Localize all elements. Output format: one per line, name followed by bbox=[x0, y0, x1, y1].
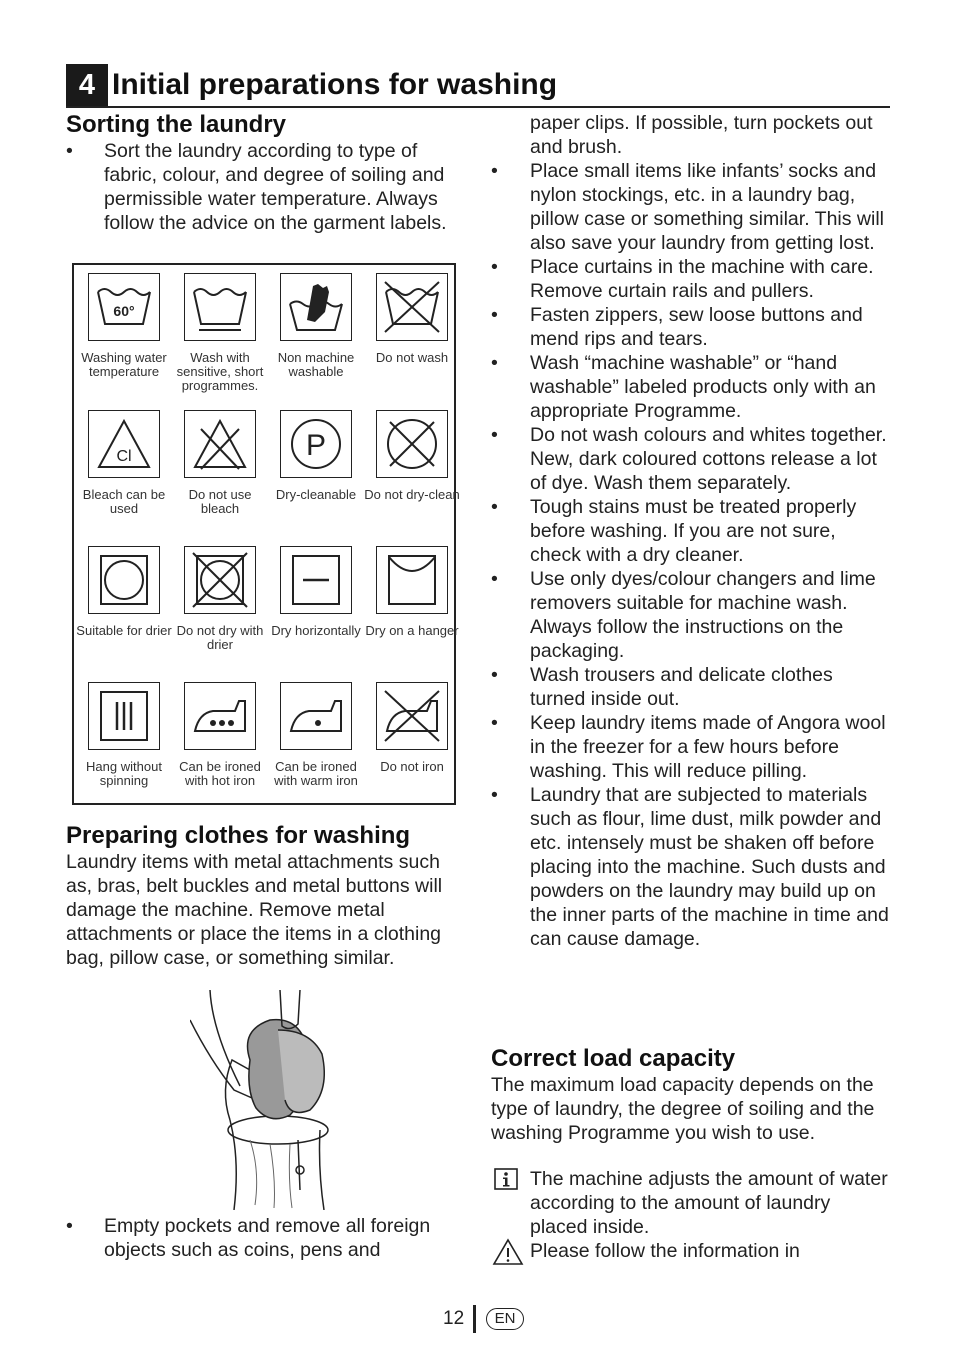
right-bullet-list bbox=[491, 111, 891, 951]
bleach-text: Cl bbox=[116, 448, 132, 465]
load-heading: Correct load capacity bbox=[491, 1045, 736, 1072]
list-item: paper clips. If possible, turn pockets out and brush. bbox=[530, 112, 873, 158]
dry-flat-icon bbox=[285, 551, 347, 609]
symbol-wash-gentle bbox=[172, 273, 268, 393]
no-iron-icon bbox=[381, 687, 443, 745]
symbol-no-tumble-dry bbox=[172, 546, 268, 652]
list-item: • Keep laundry items made of Angora wool in the freezer for a few hours before washing. This will reduce pilling. bbox=[491, 711, 891, 783]
symbol-drip-dry bbox=[76, 682, 172, 788]
list-item: • Fasten zippers, sew loose buttons and mend rips and tears. bbox=[491, 303, 891, 351]
care-symbols-table bbox=[72, 263, 460, 805]
symbol-no-iron bbox=[364, 682, 460, 774]
symbol-washing-temperature bbox=[76, 273, 172, 379]
symbol-label: Suitable for drier bbox=[76, 623, 172, 638]
symbol-no-bleach bbox=[172, 410, 268, 516]
no-tumble-dry-icon bbox=[189, 551, 251, 609]
symbol-label: Can be ironed with hot iron bbox=[179, 759, 261, 788]
iron-hot-icon bbox=[189, 687, 251, 745]
no-bleach-icon bbox=[189, 415, 251, 473]
symbol-label: Dry-cleanable bbox=[275, 487, 357, 502]
no-dry-clean-icon bbox=[381, 415, 443, 473]
symbol-label: Dry horizontally bbox=[271, 623, 361, 638]
page-footer bbox=[0, 1305, 954, 1333]
symbol-iron-hot bbox=[172, 682, 268, 788]
footer-divider bbox=[473, 1305, 476, 1333]
symbol-label: Bleach can be used bbox=[82, 487, 166, 516]
preparing-heading: Preparing clothes for washing bbox=[66, 822, 411, 849]
preparing-list bbox=[66, 1214, 466, 1262]
laundry-bag-illustration bbox=[190, 990, 340, 1210]
symbol-label: Washing water temperature bbox=[81, 350, 167, 379]
list-item: • Place small items like infants’ socks and nylon stockings, etc. in a laundry bag, pillow case or something similar. This will also save your laundry from getting lost. bbox=[491, 159, 891, 255]
wash-temp-text: 60° bbox=[113, 303, 135, 319]
dryclean-text: P bbox=[305, 429, 327, 462]
chapter-title: Initial preparations for washing bbox=[112, 68, 558, 101]
bleach-ci-icon bbox=[93, 415, 155, 473]
language-badge: EN bbox=[486, 1308, 524, 1330]
symbol-label: Do not dry with drier bbox=[176, 623, 264, 652]
preparing-text: Laundry items with metal attachments such as, bras, belt buckles and metal buttons will damage the machine. Remove metal attachments or place the items in a clothing bag, pillow case, or something similar. bbox=[66, 851, 443, 969]
list-item: • Place curtains in the machine with care. Remove curtain rails and pullers. bbox=[491, 255, 891, 303]
info-note: The machine adjusts the amount of water according to the amount of laundry placed inside. bbox=[530, 1168, 888, 1238]
symbol-label: Dry on a hanger bbox=[365, 623, 459, 638]
list-item: • Do not wash colours and whites together. New, dark coloured cottons release a lot of dye. Wash them separately. bbox=[491, 423, 891, 495]
chapter-number: 4 bbox=[66, 64, 108, 106]
sorting-list bbox=[66, 139, 456, 235]
symbol-bleach bbox=[76, 410, 172, 516]
symbol-label: Do not wash bbox=[375, 350, 449, 365]
sorting-heading: Sorting the laundry bbox=[66, 111, 287, 138]
chapter-header bbox=[66, 64, 890, 108]
symbol-tumble-dry bbox=[76, 546, 172, 638]
symbol-label: Wash with sensitive, short programmes. bbox=[176, 350, 264, 393]
list-item: • Use only dyes/colour changers and lime removers suitable for machine wash. Always follow the instructions on the packaging. bbox=[491, 567, 891, 663]
symbol-no-dry-clean bbox=[364, 410, 460, 502]
line-dry-icon bbox=[381, 551, 443, 609]
symbol-dry-clean bbox=[268, 410, 364, 502]
drip-dry-icon bbox=[93, 687, 155, 745]
info-icon bbox=[494, 1168, 518, 1190]
dry-clean-p-icon bbox=[285, 415, 347, 473]
tumble-dry-icon bbox=[93, 551, 155, 609]
page-number: 12 bbox=[443, 1308, 465, 1329]
symbol-do-not-wash bbox=[364, 273, 460, 365]
load-text: The maximum load capacity depends on the type of laundry, the degree of soiling and the washing Programme you wish to use. bbox=[491, 1074, 875, 1144]
list-item: • Wash “machine washable” or “hand washable” labeled products only with an appropriate Programme. bbox=[491, 351, 891, 423]
preparing-bullet: • Empty pockets and remove all foreign objects such as coins, pens and bbox=[66, 1214, 466, 1262]
symbol-hand-wash bbox=[268, 273, 364, 379]
wash-gentle-icon bbox=[189, 278, 251, 336]
hand-wash-icon bbox=[285, 278, 347, 336]
symbol-label: Can be ironed with warm iron bbox=[274, 759, 358, 788]
symbol-dry-flat bbox=[268, 546, 364, 638]
symbol-label: Do not iron bbox=[380, 759, 444, 774]
wash-60-icon bbox=[93, 278, 155, 336]
symbol-line-dry bbox=[364, 546, 460, 638]
symbol-label: Non machine washable bbox=[277, 350, 355, 379]
iron-warm-icon bbox=[285, 687, 347, 745]
warning-icon bbox=[492, 1238, 524, 1266]
symbol-label: Do not use bleach bbox=[188, 487, 252, 516]
list-item: • Tough stains must be treated properly before washing. If you are not sure, check with a dry cleaner. bbox=[491, 495, 891, 567]
list-item: • Laundry that are subjected to materials such as flour, lime dust, milk powder and etc. intensely must be shaken off before placing into the machine. Such dusts and powders on the laundry may build up on the inner parts of the machine in time and can cause damage. bbox=[491, 783, 891, 951]
symbol-label: Do not dry-clean bbox=[364, 487, 460, 502]
list-item: • Wash trousers and delicate clothes turned inside out. bbox=[491, 663, 891, 711]
warning-note: Please follow the information in bbox=[530, 1240, 800, 1262]
symbol-label: Hang without spinning bbox=[86, 759, 162, 788]
symbol-iron-warm bbox=[268, 682, 364, 788]
sorting-bullet: • Sort the laundry according to type of fabric, colour, and degree of soiling and permissible water temperature. Always follow the advice on the garment labels. bbox=[66, 139, 456, 235]
do-not-wash-icon bbox=[381, 278, 443, 336]
